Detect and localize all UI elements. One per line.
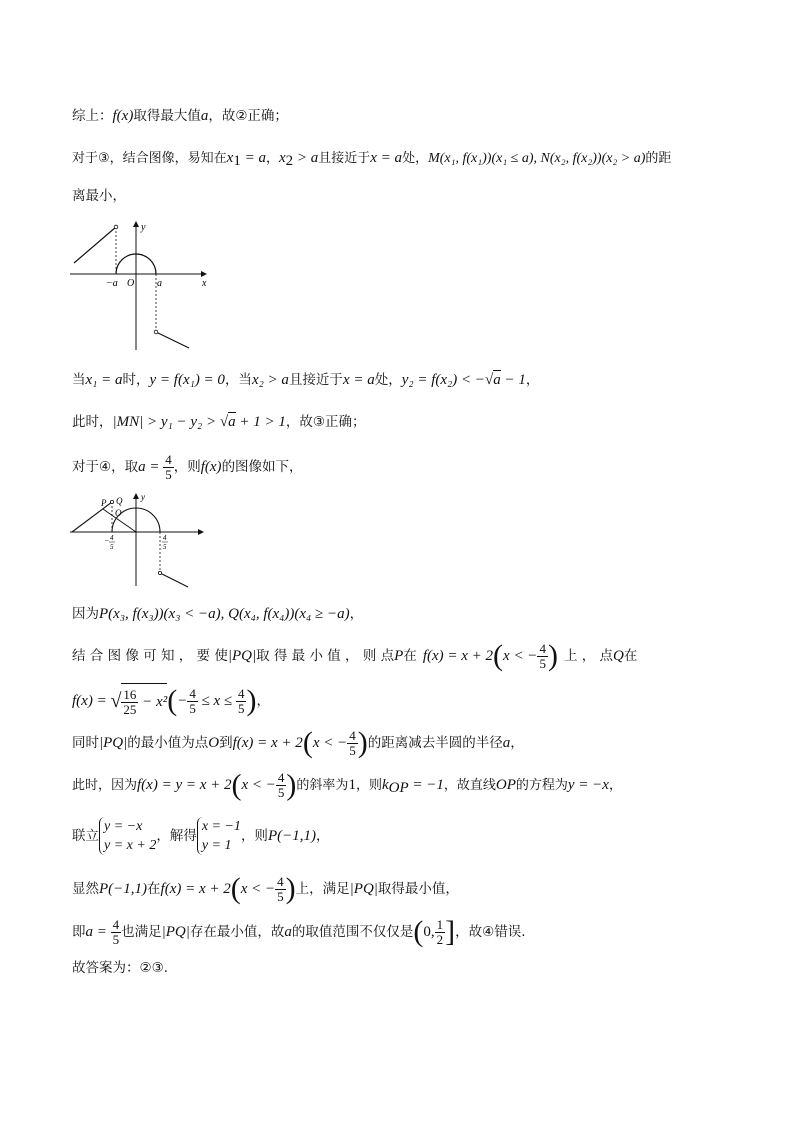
open-point xyxy=(114,225,118,229)
math: y = f(x₁) = 0 xyxy=(149,372,225,388)
math: x₁ = a xyxy=(85,372,123,388)
math: x xyxy=(226,150,234,166)
fraction xyxy=(187,687,198,716)
text: 对于④，取 xyxy=(72,459,139,475)
text: 即 xyxy=(72,924,86,940)
equation: x = −1 xyxy=(201,819,241,834)
text: 的方程为 xyxy=(515,778,568,793)
frac-num: 4 xyxy=(112,916,120,932)
math: x = a xyxy=(342,372,375,388)
text: 在 xyxy=(403,648,417,664)
frac-den: 5 xyxy=(112,931,120,947)
math: k xyxy=(381,777,389,793)
text: 当 xyxy=(72,372,86,388)
text: 的斜率为 xyxy=(296,778,349,793)
text: 显然 xyxy=(72,881,99,897)
origin-label: O xyxy=(115,508,122,518)
fraction xyxy=(163,453,174,482)
text-line-11: 此时，因为f(x) = y = x + 2(x < − $\frac{4}{5}$ )的斜率为1，则$k_{OP} = -1$，故直线OP的方程为y = −x， xyxy=(72,768,622,802)
text: ，故③正确； xyxy=(285,414,366,430)
text: 在 xyxy=(623,648,638,664)
text: 取得最大值 xyxy=(133,108,201,124)
text: 到 xyxy=(219,735,233,751)
math: |PQ| xyxy=(161,924,190,940)
text: 上 ， 点 xyxy=(563,648,614,664)
fraction xyxy=(537,642,548,671)
text: 联立 xyxy=(72,828,99,844)
frac-den: 5 xyxy=(237,700,245,716)
text: 对于③，结合图像，易知在 xyxy=(72,151,227,166)
text: ，故④错误. xyxy=(455,924,526,940)
text: 结 合 图 像 可 知 ， 要 使 xyxy=(72,648,228,664)
math: x xyxy=(278,150,286,166)
neg-sign-label: − xyxy=(104,536,110,545)
math: f(x) = x + 2 xyxy=(232,735,303,751)
text-line-9: f(x) = √ $\frac{16}{25}$ − x²(− $\frac{4}{5}$ ≤ x ≤ $\frac{4}{5}$ )， xyxy=(72,684,270,717)
fraction xyxy=(111,918,122,947)
math: |MN| > y₁ − y₂ > xyxy=(112,414,220,430)
math: |PQ| xyxy=(349,881,378,897)
text: 存在最小值，故 xyxy=(189,924,285,940)
text: ， xyxy=(256,693,270,709)
equation: y = −x xyxy=(104,819,143,834)
math: f(x) xyxy=(200,459,222,475)
text: ， xyxy=(265,151,279,166)
math: − xyxy=(177,693,188,709)
frac-num: 4 xyxy=(277,770,285,785)
math: x < − xyxy=(241,777,276,793)
text: 的取值范围不仅仅是 xyxy=(291,924,414,940)
text: ，当 xyxy=(224,372,252,388)
math: P xyxy=(394,648,404,664)
text: 取 得 最 小 值 ， 则 点 xyxy=(256,648,395,664)
math: > a xyxy=(293,150,319,166)
math-sqrt: a xyxy=(493,372,501,388)
graph-2 xyxy=(66,490,211,590)
math: OP xyxy=(495,777,516,793)
math-sub: OP xyxy=(388,780,409,796)
math: a xyxy=(502,735,511,751)
y-label: y xyxy=(141,492,145,502)
fraction xyxy=(275,875,286,904)
math: P(−1,1) xyxy=(267,828,316,844)
math: a = xyxy=(85,924,111,940)
origin-label: O xyxy=(127,278,135,289)
math: x₂ > a xyxy=(251,372,289,388)
math: a = xyxy=(138,459,164,475)
text-line-10: 同时|PQ|的最小值为点O到f(x) = x + 2(x < − $\frac{4}{5}$ )的距离减去半圆的半径a， xyxy=(72,726,524,759)
math: f(x) xyxy=(112,108,134,124)
text: 的图像如下， xyxy=(221,459,303,475)
frac-num: 4 xyxy=(165,451,172,467)
equation-system xyxy=(99,817,156,855)
math: |PQ| xyxy=(99,735,128,751)
text: 综上： xyxy=(72,108,113,124)
fraction xyxy=(236,687,247,716)
text: 此时，因为 xyxy=(72,778,138,793)
math: x = a xyxy=(370,150,403,166)
line-segment xyxy=(74,227,116,263)
math-sub: 1 xyxy=(233,153,241,169)
text-line-6 xyxy=(72,451,303,483)
math: − 1 xyxy=(500,372,526,388)
math: Q xyxy=(613,648,624,664)
sqrt-content xyxy=(121,683,167,719)
p-label: P xyxy=(101,498,107,508)
math-sqrt: a xyxy=(228,414,236,430)
text: ，故②正确； xyxy=(208,108,288,124)
math: x < − xyxy=(240,881,276,897)
pos-den-label: 5 xyxy=(163,543,167,551)
text-line-12 xyxy=(72,816,329,856)
q-label: Q xyxy=(116,496,123,506)
frac-num: 4 xyxy=(277,873,284,889)
frac-den: 5 xyxy=(277,785,285,800)
equation: y = 1 xyxy=(201,838,232,853)
frac-num: 1 xyxy=(436,916,444,932)
open-point xyxy=(158,571,161,574)
text: ， xyxy=(608,778,622,793)
math: f(x) = y = x + 2 xyxy=(137,777,232,793)
equation: y = x + 2 xyxy=(104,838,157,853)
text-line-4: 当x₁ = a时，y = f(x₁) = 0，当x₂ > a且接近于x = a处，y₂ = f(x₂) < −√a − 1， xyxy=(72,372,540,388)
text: 时， xyxy=(122,372,150,388)
math: P(x₃, f(x₃))(x₃ < −a), Q(x₄, f(x₄))(x₄ ≥ −a) xyxy=(99,606,350,622)
y-label: y xyxy=(141,222,146,233)
text: 在 xyxy=(147,881,161,897)
math: M(x₁, f(x₁))(x₁ ≤ a), N(x₂, f(x₂))(x₂ > a) xyxy=(428,151,646,166)
frac-num: 4 xyxy=(189,685,196,701)
a-label: a xyxy=(157,278,162,289)
text: ， xyxy=(525,372,540,388)
text-line-14: 即a = $\frac{4}{5}$ 也满足|PQ|存在最小值，故a的取值范围不仅仅是(0, $\frac{1}{2}$ ]，故④错误. xyxy=(72,915,526,948)
text: ，则 xyxy=(173,459,201,475)
math: 0, xyxy=(423,924,435,940)
text-line-1 xyxy=(72,106,288,126)
math: = −1 xyxy=(408,777,444,793)
frac-den: 5 xyxy=(539,655,546,671)
text-line-3 xyxy=(72,186,126,206)
text: ，则 xyxy=(240,828,268,844)
math: x < − xyxy=(312,735,348,751)
math: − x² xyxy=(138,694,168,710)
frac-den: 5 xyxy=(277,888,284,904)
text: ，则 xyxy=(355,778,382,793)
math: a xyxy=(200,108,209,124)
math: x < − xyxy=(503,648,538,664)
frac-den: 5 xyxy=(349,742,356,758)
text: 处， xyxy=(374,372,402,388)
math: = a xyxy=(240,150,266,166)
text-line-13: 显然P(−1,1)在f(x) = x + 2(x < − $\frac{4}{5}$ )上，满足|PQ|取得最小值， xyxy=(72,872,459,905)
line-segment xyxy=(160,573,188,587)
text-line-8: 结 合 图 像 可 知 ， 要 使|PQ|取 得 最 小 值 ， 则 点P在 f(x) = x + 2(x < − $\frac{4}{5}$ ) 上 ， 点Q在 xyxy=(72,639,638,672)
text: ， xyxy=(510,735,524,751)
text: 处， xyxy=(402,151,429,166)
text: 的距离减去半圆的半径 xyxy=(367,735,503,751)
neg-den-label: 5 xyxy=(110,543,114,551)
frac-den: 5 xyxy=(189,700,196,716)
frac-num: 4 xyxy=(237,685,245,701)
frac-den: 25 xyxy=(123,701,137,717)
math: y₂ = f(x₂) < − xyxy=(401,372,485,388)
frac-num: 4 xyxy=(349,727,356,743)
fraction xyxy=(435,918,446,947)
open-point xyxy=(110,500,113,503)
frac-num: 4 xyxy=(539,640,546,656)
frac-den: 2 xyxy=(436,931,444,947)
line-segment xyxy=(156,332,189,348)
text: 离最小， xyxy=(72,188,126,204)
frac-num: 16 xyxy=(123,686,137,702)
fraction xyxy=(121,688,138,717)
text: 此时， xyxy=(72,414,113,430)
text: ，故直线 xyxy=(443,778,496,793)
text-line-2 xyxy=(72,148,671,171)
text: 上，满足 xyxy=(295,881,350,897)
x-label: x xyxy=(202,278,207,289)
equation-system xyxy=(197,817,241,855)
math-sub: 2 xyxy=(285,153,294,169)
graph-1 xyxy=(66,218,216,353)
text: 且接近于 xyxy=(318,151,371,166)
text-line-7 xyxy=(72,604,363,624)
math: f(x) = xyxy=(72,693,111,709)
text: 取得最小值， xyxy=(377,881,459,897)
math: ≤ x ≤ xyxy=(197,693,236,709)
text: 同时 xyxy=(72,735,99,751)
math: f(x) = x + 2 xyxy=(160,881,231,897)
math: |PQ| xyxy=(227,648,257,664)
math: 1 xyxy=(348,777,356,793)
math: a xyxy=(284,924,292,940)
pos-num-label: 4 xyxy=(163,534,167,542)
text: 且接近于 xyxy=(288,372,343,388)
text: 的最小值为点 xyxy=(127,735,209,751)
math: f(x) = x + 2 xyxy=(422,648,494,664)
fraction xyxy=(276,771,287,800)
math: P(−1,1) xyxy=(99,881,148,897)
neg-a-label: −a xyxy=(106,278,118,289)
text-line-5: 此时，|MN| > y₁ − y₂ > √a + 1 > 1，故③正确； xyxy=(72,414,366,430)
text-line-15 xyxy=(72,958,168,978)
text: ， xyxy=(315,828,330,844)
open-point xyxy=(154,330,158,334)
text: 因为 xyxy=(72,606,99,622)
text: ， xyxy=(349,606,364,622)
text: ，解得 xyxy=(156,828,197,844)
frac-den: 5 xyxy=(165,466,172,482)
text: 故答案为：②③. xyxy=(72,960,168,976)
text: 的距 xyxy=(645,151,672,166)
math: y = −x xyxy=(567,777,609,793)
fraction xyxy=(347,729,358,758)
math: O xyxy=(208,735,220,751)
neg-num-label: 4 xyxy=(110,534,114,542)
math: + 1 > 1 xyxy=(235,414,286,430)
text: 也满足 xyxy=(121,924,162,940)
